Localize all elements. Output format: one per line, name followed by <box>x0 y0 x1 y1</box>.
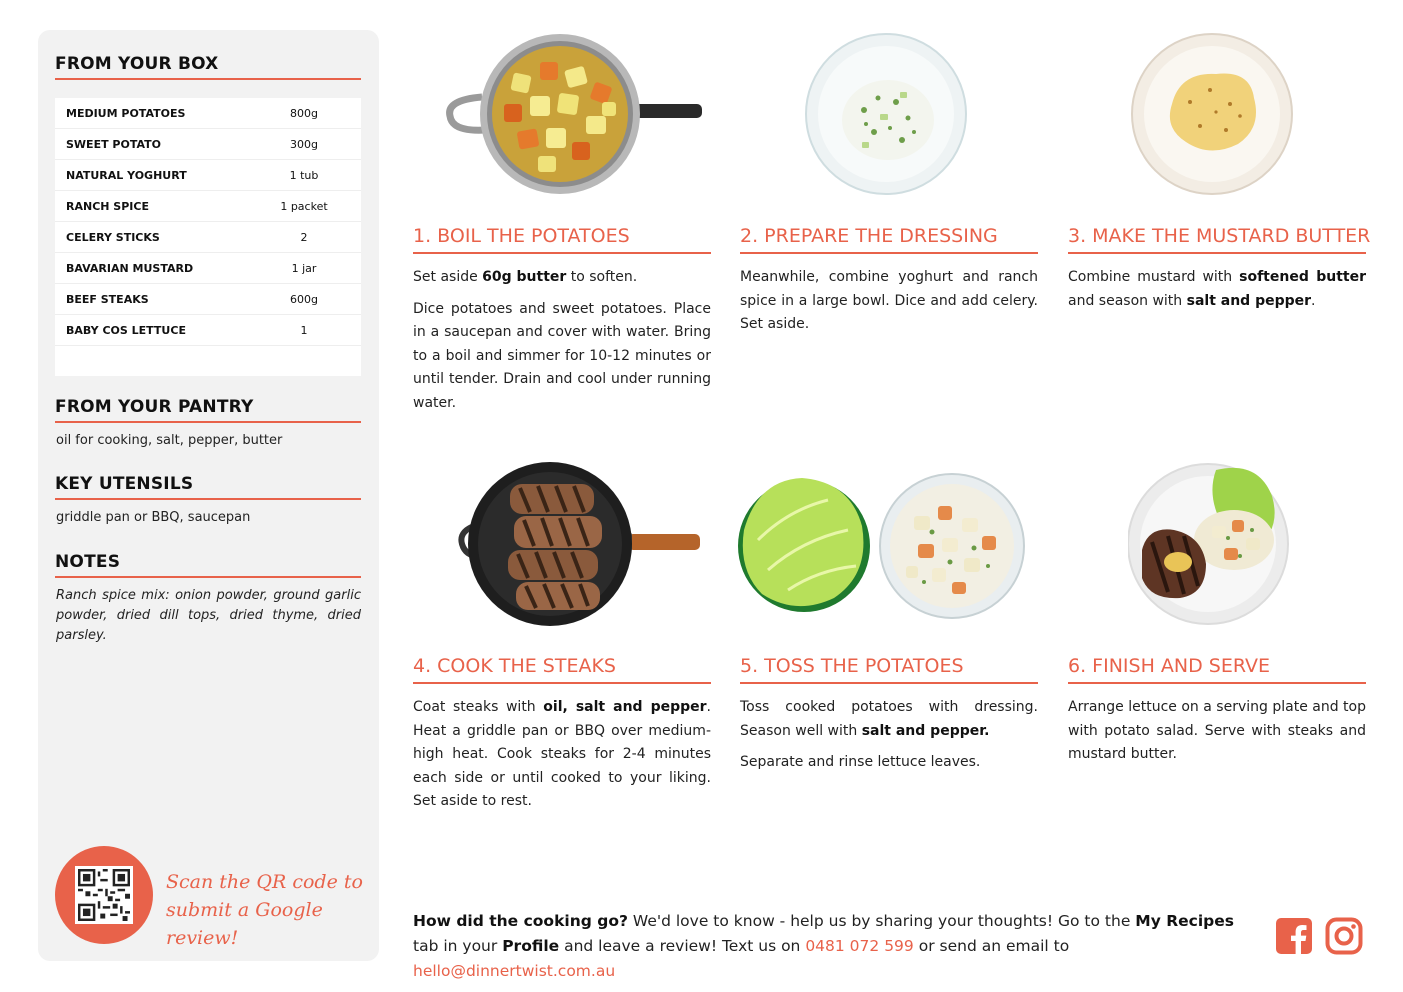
step-paragraph <box>740 696 1038 743</box>
bold-ingredient: 60g butter <box>482 269 567 285</box>
step-6-title: 6. FINISH AND SERVE <box>1068 655 1366 684</box>
ingredient-row <box>55 160 361 191</box>
step-paragraph <box>740 266 1038 337</box>
step-text-run: Toss cooked potatoes with dressing. Season well with <box>740 699 1038 739</box>
step-text-run: Coat steaks with <box>413 699 544 715</box>
footer-text-4: or send an email to <box>913 937 1070 955</box>
ingredient-name: BEEF STEAKS <box>66 292 149 306</box>
ingredient-name: MEDIUM POTATOES <box>66 106 186 120</box>
ingredient-row <box>55 315 361 346</box>
ingredient-row <box>55 191 361 222</box>
griddle-steaks-photo <box>458 460 702 628</box>
lettuce-and-potato-salad-photo <box>738 470 1030 620</box>
ingredient-name: CELERY STICKS <box>66 230 160 244</box>
ingredient-quantity: 800g <box>290 106 318 120</box>
step-text-run: Meanwhile, combine yoghurt and ranch spice in a large bowl. Dice and add celery. Set aside. <box>740 269 1038 332</box>
footer-text-3: and leave a review! Text us on <box>559 937 806 955</box>
footer-text-1: We'd love to know - help us by sharing your thoughts! Go to the <box>627 912 1136 930</box>
ingredient-quantity: 1 packet <box>280 199 328 213</box>
ingredient-row <box>55 129 361 160</box>
ingredients-table <box>55 98 361 376</box>
step-text-run: . Heat a griddle pan or BBQ over medium-high heat. Cook steaks for 2-4 minutes each side or until cooked to your liking. Set aside to rest. <box>413 699 711 809</box>
step-paragraph <box>1068 266 1366 313</box>
finished-dish-photo <box>1128 460 1296 626</box>
qr-caption-line-2: submit a Google review! <box>166 899 323 949</box>
bold-ingredient: salt and pepper <box>1186 292 1312 309</box>
ingredient-name: BAVARIAN MUSTARD <box>66 261 194 275</box>
step-5-text <box>740 696 1038 783</box>
ingredient-row <box>55 284 361 315</box>
ingredients-sidebar <box>38 30 379 961</box>
bold-ingredient: salt and pepper. <box>861 722 990 739</box>
step-4-title: 4. COOK THE STEAKS <box>413 655 711 684</box>
step-4-text <box>413 696 711 822</box>
qr-badge[interactable] <box>55 846 153 944</box>
step-6-text <box>1068 696 1366 775</box>
footer-profile: Profile <box>502 937 560 955</box>
step-1-title: 1. BOIL THE POTATOES <box>413 225 711 254</box>
notes-heading: NOTES <box>55 552 361 578</box>
instagram-icon[interactable] <box>1325 917 1363 955</box>
ingredient-quantity: 300g <box>290 137 318 151</box>
ingredient-quantity: 1 <box>300 323 308 337</box>
qr-caption-line-1: Scan the QR code to <box>166 871 363 893</box>
ingredient-name: SWEET POTATO <box>66 137 161 151</box>
step-2-title: 2. PREPARE THE DRESSING <box>740 225 1038 254</box>
footer-text-2: tab in your <box>413 937 503 955</box>
ingredient-row <box>55 98 361 129</box>
key-utensils-heading: KEY UTENSILS <box>55 474 361 500</box>
step-text-run: Separate and rinse lettuce leaves. <box>740 754 981 770</box>
facebook-icon[interactable] <box>1275 917 1313 955</box>
review-footer <box>413 909 1263 984</box>
from-your-box-heading: FROM YOUR BOX <box>55 54 361 80</box>
ingredient-name: NATURAL YOGHURT <box>66 168 187 182</box>
step-paragraph <box>1068 696 1366 767</box>
ingredient-quantity: 600g <box>290 292 318 306</box>
email-link[interactable]: hello@dinnertwist.com.au <box>413 962 616 980</box>
boiling-potatoes-photo <box>442 32 704 196</box>
mustard-butter-bowl-photo <box>1130 32 1294 196</box>
step-2-text <box>740 266 1038 345</box>
ingredient-name: RANCH SPICE <box>66 199 149 213</box>
step-text-run: Combine mustard with <box>1068 269 1240 285</box>
dressing-bowl-photo <box>804 32 968 196</box>
step-paragraph <box>413 696 711 814</box>
step-text-run: . <box>1311 292 1316 309</box>
step-paragraph <box>413 266 711 290</box>
phone-link[interactable]: 0481 072 599 <box>805 937 914 955</box>
ingredient-quantity: 1 jar <box>291 261 317 275</box>
footer-question: How did the cooking go? <box>413 912 628 930</box>
step-text-run: Dice potatoes and sweet potatoes. Place in a saucepan and cover with water. Bring to a boil and simmer for 10-12 minutes or until tender. Drain and cool under running water. <box>413 300 711 411</box>
bold-ingredient: oil, salt and pepper <box>543 699 707 715</box>
step-text-run: Set aside <box>413 269 483 285</box>
step-text-run: to soften. <box>566 269 638 285</box>
utensils-text: griddle pan or BBQ, saucepan <box>56 510 251 525</box>
ingredient-quantity: 1 tub <box>289 168 319 182</box>
step-3-title: 3. MAKE THE MUSTARD BUTTER <box>1068 225 1366 254</box>
ingredient-row <box>55 222 361 253</box>
from-your-pantry-heading: FROM YOUR PANTRY <box>55 397 361 423</box>
notes-text: Ranch spice mix: onion powder, ground garlic powder, dried dill tops, dried thyme, dried parsley. <box>56 588 361 643</box>
step-paragraph <box>413 298 711 416</box>
bold-ingredient: softened butter <box>1239 269 1366 285</box>
step-3-text <box>1068 266 1366 321</box>
ingredient-row <box>55 253 361 284</box>
step-1-text <box>413 266 711 423</box>
qr-code-icon[interactable] <box>75 866 133 924</box>
step-5-title: 5. TOSS THE POTATOES <box>740 655 1038 684</box>
pantry-text: oil for cooking, salt, pepper, butter <box>56 433 283 448</box>
qr-caption <box>166 868 366 952</box>
step-text-run: Arrange lettuce on a serving plate and top with potato salad. Serve with steaks and mustard butter. <box>1068 699 1366 762</box>
footer-my-recipes: My Recipes <box>1135 912 1234 930</box>
step-paragraph <box>740 751 1038 775</box>
ingredient-name: BABY COS LETTUCE <box>66 323 186 337</box>
step-text-run: and season with <box>1068 292 1187 309</box>
ingredient-quantity: 2 <box>300 230 308 244</box>
